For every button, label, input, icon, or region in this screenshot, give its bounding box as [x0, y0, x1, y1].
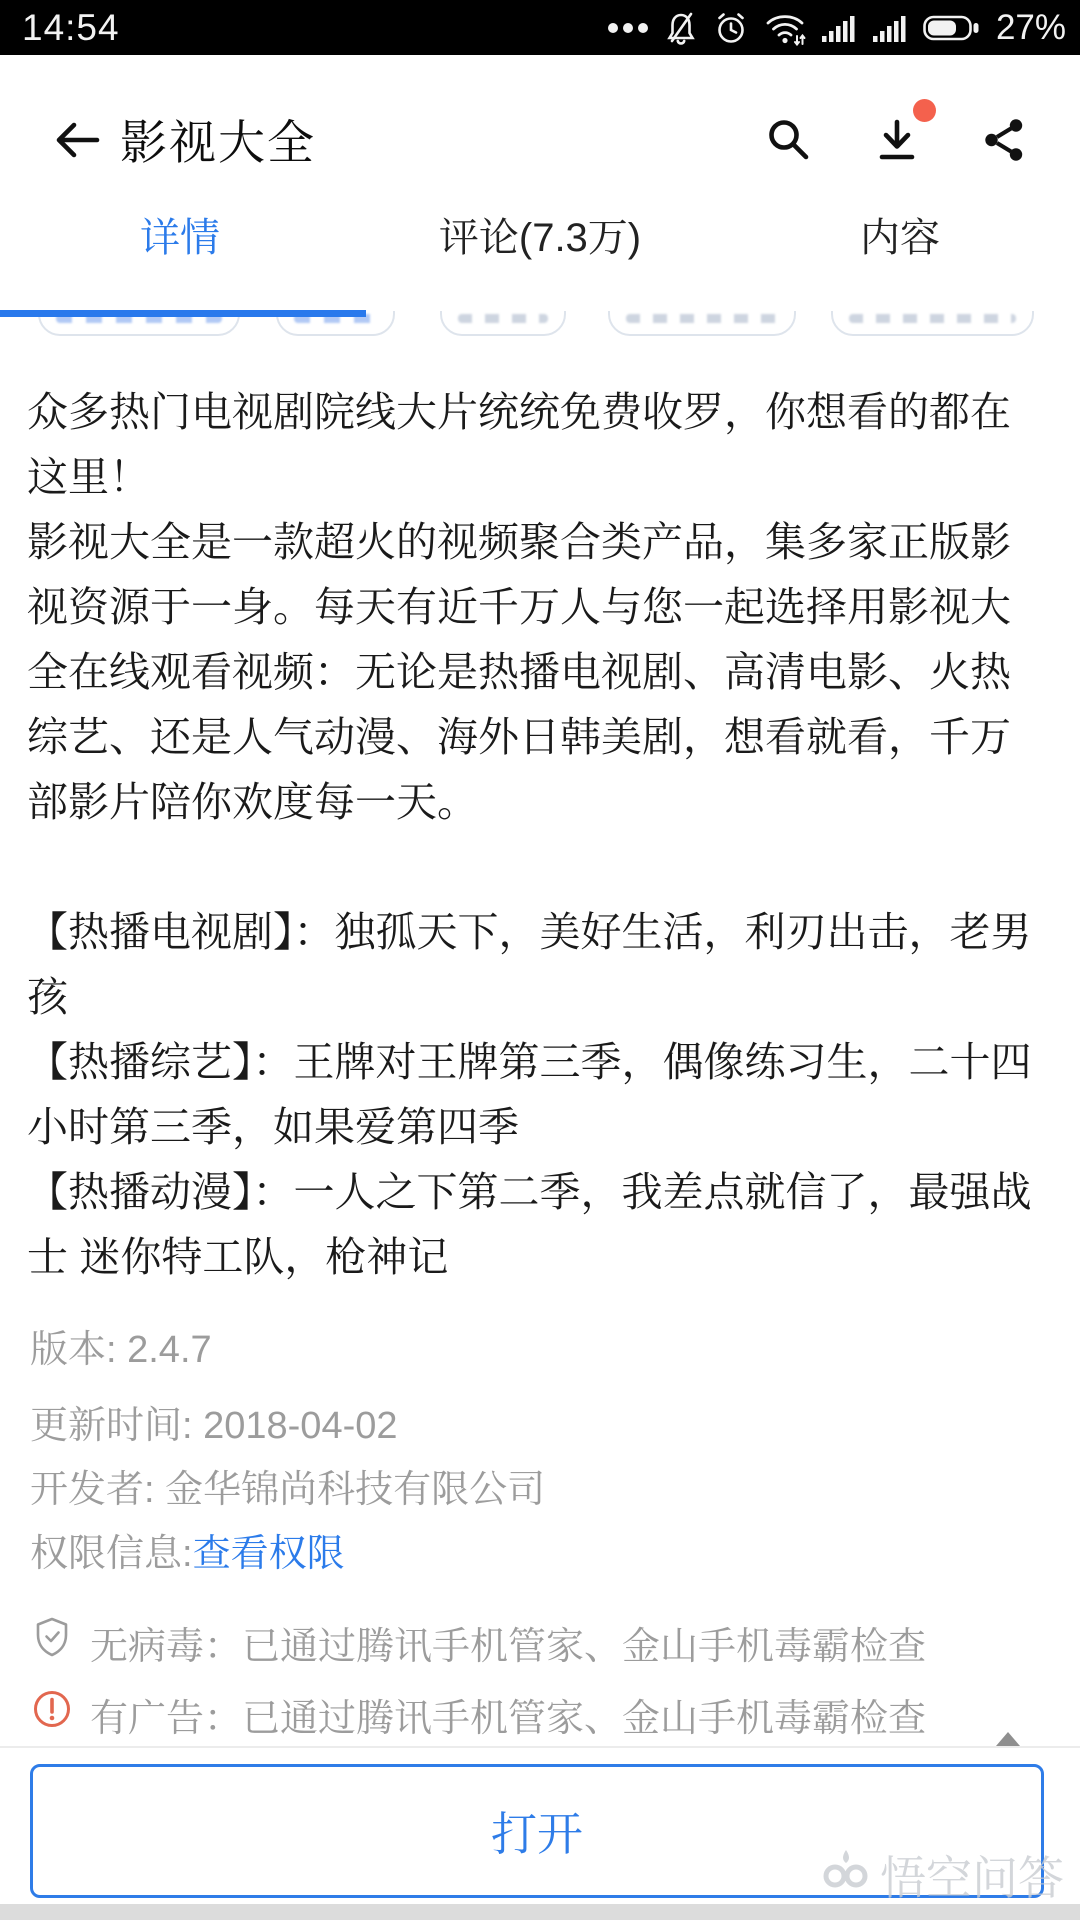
share-icon[interactable]	[980, 115, 1030, 165]
signal-sim2-icon	[872, 13, 908, 43]
more-dots-icon	[607, 21, 649, 35]
warning-circle-icon	[30, 1687, 74, 1741]
footer-divider	[0, 1746, 1080, 1748]
hot-list-line: 士 迷你特工队，枪神记	[27, 1234, 449, 1280]
app-header	[0, 55, 1080, 180]
status-bar	[0, 0, 1080, 55]
hot-lists	[27, 900, 1053, 1290]
description-line: 视资源于一身。每天有近千万人与您一起选择用影视大	[27, 584, 1011, 630]
app-meta	[30, 1318, 545, 1586]
permission-label: 权限信息:	[30, 1533, 193, 1575]
wifi-icon	[764, 10, 806, 46]
mute-bell-icon	[664, 10, 698, 46]
battery-percent: 27%	[995, 7, 1066, 47]
no-virus-text: 无病毒：已通过腾讯手机管家、金山手机毒霸检查	[90, 1625, 927, 1668]
watermark	[820, 1842, 1064, 1908]
hot-list-line: 【热播电视剧】：独孤天下，美好生活，利刃出击，老男	[27, 909, 1032, 955]
chip-clipped-text	[626, 314, 778, 323]
signal-sim1-icon	[821, 13, 857, 43]
watermark-text: 悟空问答	[880, 1852, 1064, 1904]
scroll-to-top-icon[interactable]	[996, 1732, 1020, 1746]
description-line: 全在线观看视频：无论是热播电视剧、高清电影、火热	[27, 649, 1011, 695]
hot-list-line: 【热播综艺】：王牌对王牌第三季，偶像练习生，二十四	[27, 1039, 1032, 1085]
description-line: 部影片陪你欢度每一天。	[27, 779, 478, 825]
alarm-icon	[713, 10, 749, 46]
page-title: 影视大全	[120, 116, 316, 169]
clock-time: 14:54	[22, 6, 120, 48]
chip-clipped-text	[849, 314, 1016, 323]
no-virus-row	[30, 1606, 1050, 1678]
tab-details[interactable]: 详情	[140, 216, 220, 260]
active-tab-indicator	[0, 310, 366, 317]
view-permissions-link[interactable]: 查看权限	[192, 1533, 345, 1575]
back-arrow-icon[interactable]	[52, 116, 102, 164]
description-line: 众多热门电视剧院线大片统统免费收罗，你想看的都在	[27, 389, 1011, 435]
hot-list-line: 孩	[27, 974, 68, 1020]
download-badge-dot	[913, 99, 936, 122]
download-icon[interactable]	[872, 115, 922, 165]
description-line: 这里！	[27, 454, 150, 500]
shield-check-icon	[30, 1615, 74, 1669]
wukong-logo-icon	[820, 1848, 872, 1903]
update-time: 更新时间: 2018-04-02	[30, 1405, 398, 1447]
tab-content[interactable]: 内容	[860, 216, 940, 260]
chip-clipped-text	[458, 314, 548, 323]
developer-info: 开发者: 金华锦尚科技有限公司	[30, 1469, 546, 1511]
search-icon[interactable]	[764, 115, 814, 165]
description-line: 影视大全是一款超火的视频聚合类产品，集多家正版影	[27, 519, 1011, 565]
open-button-label: 打开	[491, 1808, 583, 1860]
hot-list-line: 【热播动漫】：一人之下第二季，我差点就信了，最强战	[27, 1169, 1032, 1215]
version-info: 版本: 2.4.7	[30, 1329, 212, 1371]
app-description	[27, 380, 1053, 1290]
hot-list-line: 小时第三季，如果爱第四季	[27, 1104, 519, 1150]
permission-info	[30, 1522, 545, 1586]
tab-bar	[0, 180, 1080, 311]
has-ads-row	[30, 1678, 1050, 1750]
tab-comments[interactable]: 评论(7.3万)	[438, 216, 642, 260]
has-ads-text: 有广告：已通过腾讯手机管家、金山手机毒霸检查	[90, 1697, 927, 1740]
security-section	[30, 1606, 1050, 1750]
battery-icon	[923, 14, 981, 42]
description-line: 综艺、还是人气动漫、海外日韩美剧，想看就看，千万	[27, 714, 1011, 760]
